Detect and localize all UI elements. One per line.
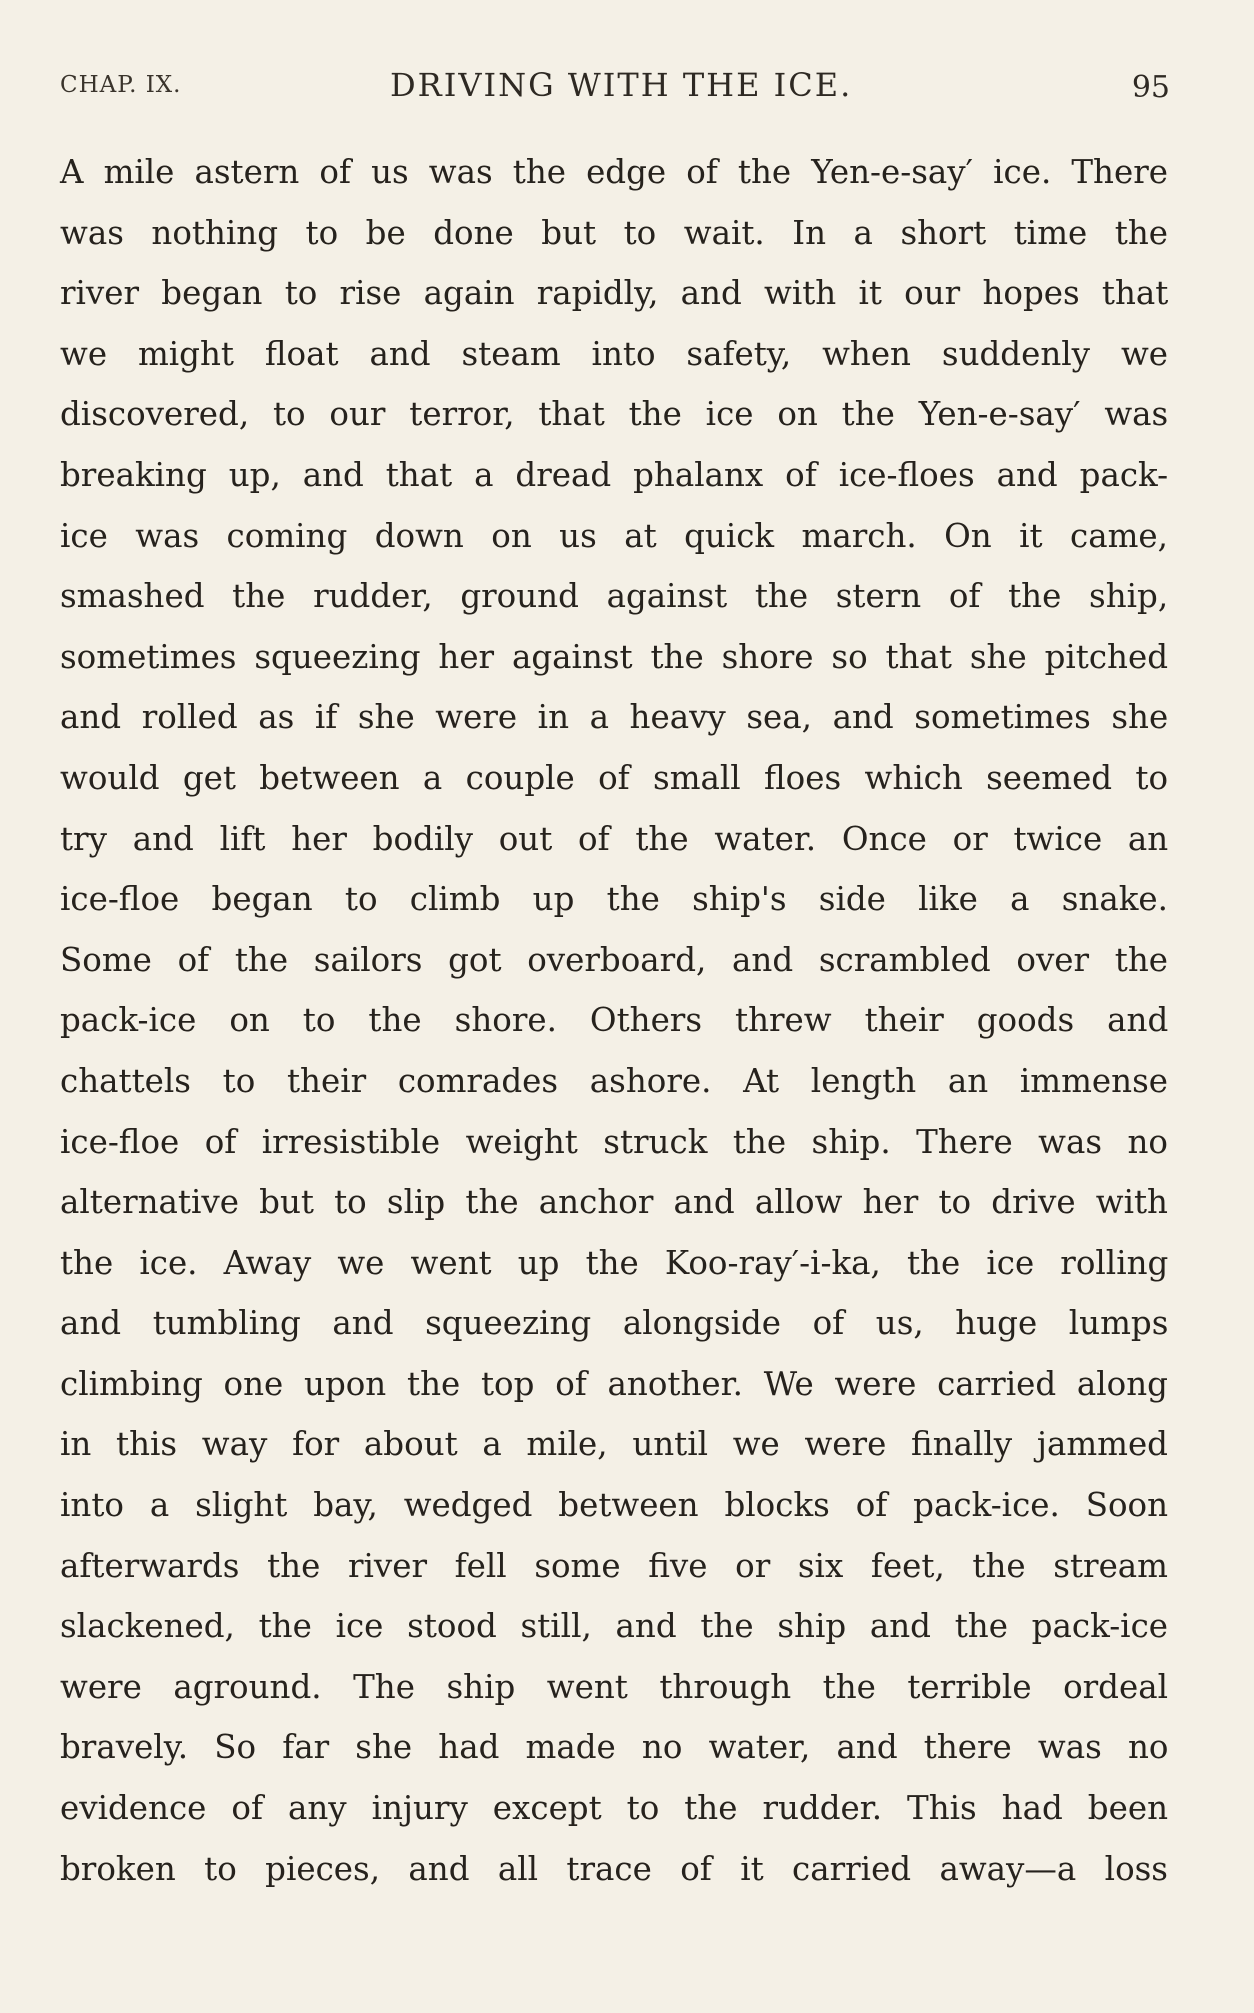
text-line: ice-floe of irresistible weight struck the ship. There was no bbox=[60, 1122, 1168, 1161]
text-line: the ice. Away we went up the Koo-ray′-i-ka, the ice rolling bbox=[60, 1243, 1169, 1282]
text-line: and tumbling and squeezing alongside of us, huge lumps bbox=[60, 1304, 1169, 1343]
running-head bbox=[60, 64, 1170, 110]
text-line: broken to pieces, and all trace of it carried away—a loss bbox=[60, 1849, 1168, 1888]
text-line: slackened, the ice stood still, and the ship and the pack-ice bbox=[60, 1607, 1168, 1646]
text-line: breaking up, and that a dread phalanx of ice-floes and pack- bbox=[60, 455, 1169, 494]
text-line: smashed the rudder, ground against the stern of the ship, bbox=[60, 577, 1169, 616]
text-line: was nothing to be done but to wait. In a short time the bbox=[60, 213, 1168, 252]
text-line: we might float and steam into safety, when suddenly we bbox=[60, 334, 1168, 373]
text-line: would get between a couple of small floes which seemed to bbox=[60, 758, 1169, 797]
text-line: afterwards the river fell some five or six feet, the stream bbox=[60, 1546, 1168, 1585]
text-line: ice-floe began to climb up the ship's side like a snake. bbox=[60, 880, 1168, 919]
text-line: ice was coming down on us at quick march. On it came, bbox=[60, 516, 1168, 555]
text-line: pack-ice on to the shore. Others threw their goods and bbox=[60, 1001, 1169, 1040]
text-line: river began to rise again rapidly, and with it our hopes that bbox=[60, 274, 1169, 313]
text-line: bravely. So far she had made no water, and there was no bbox=[60, 1728, 1169, 1767]
text-line: in this way for about a mile, until we were finally jammed bbox=[60, 1425, 1168, 1464]
text-line: alternative but to slip the anchor and allow her to drive with bbox=[60, 1183, 1168, 1222]
page-number: 95 bbox=[1131, 70, 1170, 105]
chapter-label: CHAP. IX. bbox=[60, 72, 182, 98]
text-line: sometimes squeezing her against the shore so that she pitched bbox=[60, 637, 1169, 676]
text-line: A mile astern of us was the edge of the Yen-e-say′ ice. There bbox=[60, 153, 1168, 191]
body-text bbox=[60, 142, 1168, 1899]
text-line: try and lift her bodily out of the water. Once or twice an bbox=[60, 819, 1169, 858]
text-line: were aground. The ship went through the terrible ordeal bbox=[60, 1667, 1168, 1706]
running-title: DRIVING WITH THE ICE. bbox=[390, 66, 853, 104]
text-line: into a slight bay, wedged between blocks of pack-ice. Soon bbox=[60, 1486, 1169, 1525]
text-line: chattels to their comrades ashore. At length an immense bbox=[60, 1061, 1168, 1100]
text-line: Some of the sailors got overboard, and scrambled over the bbox=[60, 940, 1168, 979]
text-line: evidence of any injury except to the rudder. This had been bbox=[60, 1789, 1168, 1828]
text-line: and rolled as if she were in a heavy sea, and sometimes she bbox=[60, 698, 1169, 737]
text-line: discovered, to our terror, that the ice on the Yen-e-say′ was bbox=[60, 395, 1169, 434]
text-line: climbing one upon the top of another. We were carried along bbox=[60, 1364, 1168, 1403]
